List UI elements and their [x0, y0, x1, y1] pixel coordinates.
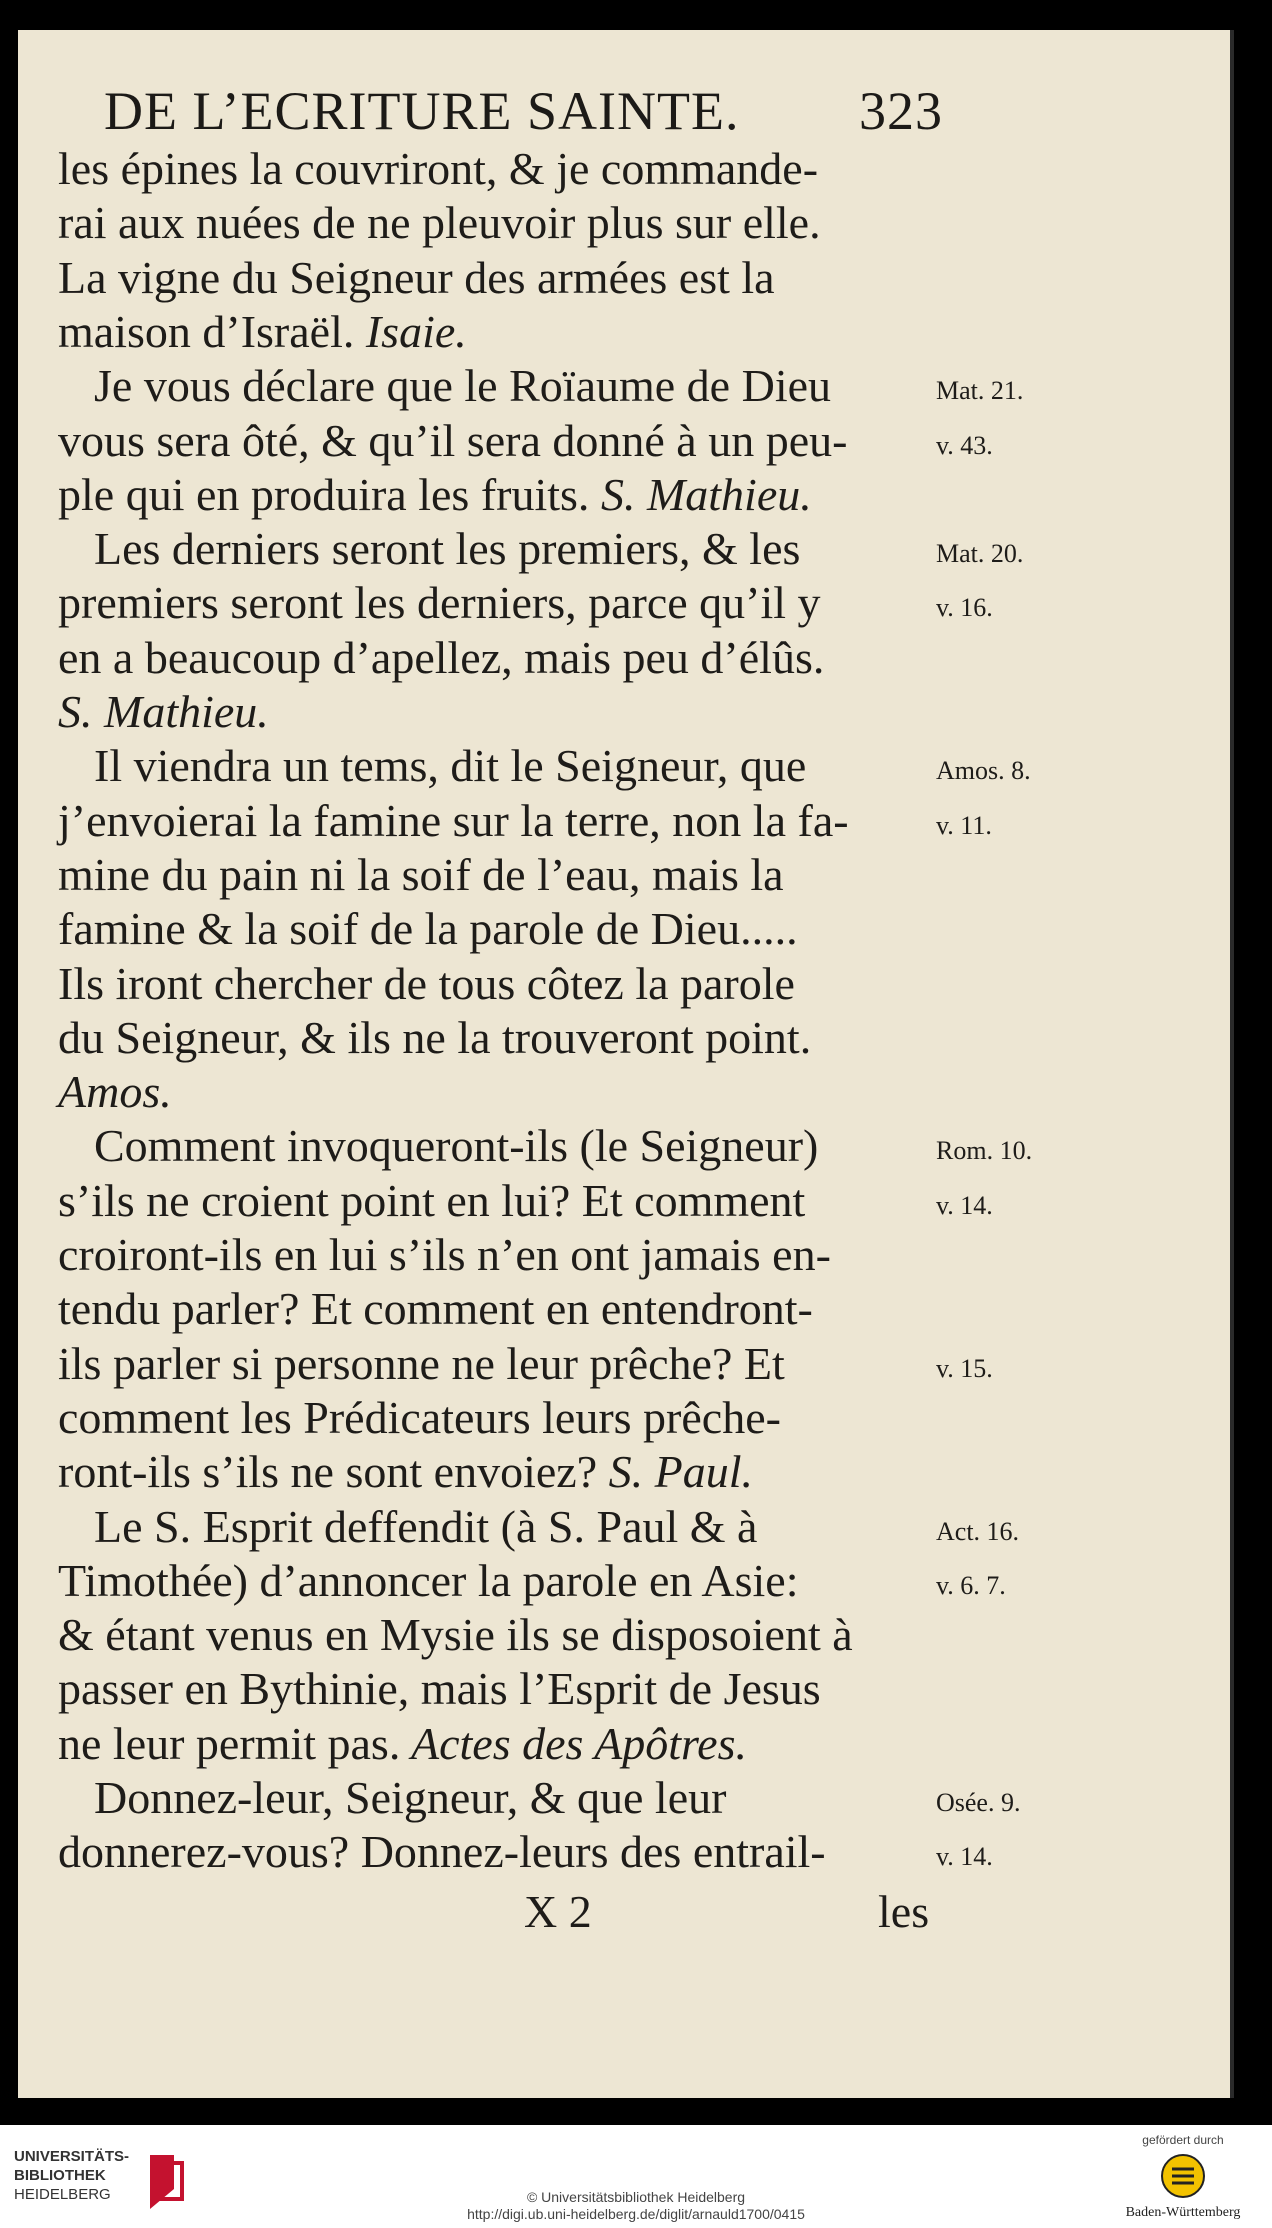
- text-line: [58, 685, 958, 739]
- line-text: & étant venus en Mysie ils se disposoient à: [58, 1609, 853, 1661]
- sponsor-name: Baden-Württemberg: [1125, 2205, 1241, 2220]
- line-text: famine & la soif de la parole de Dieu.....: [58, 903, 798, 955]
- line-text: comment les Prédicateurs leurs prêche-: [58, 1391, 781, 1443]
- copyright-notice: [0, 2189, 1272, 2223]
- sponsor-label: gefördert durch: [1142, 2133, 1224, 2147]
- line-text: croiront-ils en lui s’ils n’en ont jamais en-: [58, 1229, 831, 1280]
- text-line: [58, 631, 958, 685]
- text-line: [94, 522, 994, 576]
- viewer-footer: [0, 2125, 1272, 2228]
- text-line: [94, 1500, 994, 1554]
- text-line: [58, 251, 958, 305]
- line-text: passer en Bythinie, mais l’Esprit de Jesus: [58, 1663, 821, 1715]
- margin-reference: v. 14.: [936, 1842, 993, 1872]
- copyright-text: © Universitätsbibliothek Heidelberg: [526, 2189, 746, 2205]
- text-line: [94, 1771, 994, 1825]
- text-line: [58, 196, 958, 250]
- line-text: Timothée) d’annoncer la parole en Asie:: [58, 1554, 799, 1606]
- margin-reference: Rom. 10.: [936, 1136, 1033, 1166]
- line-text: mine du pain ni la soif de l’eau, mais la: [58, 848, 784, 900]
- library-name-line1: UNIVERSITÄTS-: [14, 2148, 130, 2165]
- line-text: premiers seront les derniers, parce qu’il y: [58, 577, 821, 629]
- margin-reference: v. 6. 7.: [936, 1570, 1006, 1600]
- text-line: [58, 1228, 958, 1282]
- catchword: les: [878, 1886, 930, 1937]
- line-text: donnerez-vous? Donnez-leurs des entrail-: [58, 1826, 826, 1878]
- library-name-line3: HEIDELBERG: [14, 2186, 111, 2203]
- line-text: s’ils ne croient point en lui? Et comment: [58, 1174, 806, 1226]
- text-line: [58, 414, 958, 468]
- line-text: Le S. Esprit deffendit (à S. Paul & à: [94, 1500, 758, 1552]
- margin-reference: v. 15.: [936, 1353, 993, 1383]
- sponsor-logo[interactable]: [1108, 2133, 1258, 2223]
- source-citation: Amos.: [58, 1066, 172, 1118]
- source-citation: Isaie.: [354, 305, 467, 357]
- margin-reference: v. 43.: [936, 430, 993, 460]
- line-text: vous sera ôté, & qu’il sera donné à un peu-: [58, 414, 848, 466]
- permalink[interactable]: http://digi.ub.uni-heidelberg.de/diglit/arnauld1700/0415: [467, 2206, 805, 2222]
- line-text: Donnez-leur, Seigneur, & que leur: [94, 1772, 727, 1823]
- line-text: rai aux nuées de ne pleuvoir plus sur elle.: [58, 197, 821, 249]
- line-text: ils parler si personne ne leur prêche? Et: [58, 1337, 785, 1389]
- text-line: [58, 1825, 958, 1879]
- line-text: en a beaucoup d’apellez, mais peu d’élûs.: [58, 631, 825, 683]
- source-citation: S. Mathieu.: [589, 468, 812, 520]
- text-line: [58, 794, 958, 848]
- margin-reference: v. 11.: [936, 810, 992, 840]
- line-text: tendu parler? Et comment en entendront-: [58, 1283, 813, 1335]
- signature-mark: X 2: [524, 1886, 592, 1937]
- line-text: Il viendra un tems, dit le Seigneur, que: [94, 740, 807, 792]
- text-line: [58, 1282, 958, 1336]
- line-text: ne leur permit pas.: [58, 1717, 401, 1769]
- library-name-line2: BIBLIOTHEK: [14, 2167, 106, 2184]
- running-title: DE L’ECRITURE SAINTE.: [104, 81, 740, 141]
- line-text: du Seigneur, & ils ne la trouveront point.: [58, 1011, 812, 1063]
- text-line: [58, 902, 958, 956]
- margin-reference: Mat. 20.: [936, 539, 1024, 569]
- text-line: [58, 576, 958, 630]
- text-line: [58, 1011, 958, 1065]
- line-text: La vigne du Seigneur des armées est la: [58, 251, 775, 303]
- margin-reference: Mat. 21.: [936, 376, 1024, 406]
- line-text: les épines la couvriront, & je commande-: [58, 143, 819, 194]
- line-text: Comment invoqueront-ils (le Seigneur): [94, 1120, 819, 1172]
- line-text: ple qui en produira les fruits.: [58, 468, 590, 520]
- text-line: [58, 1662, 958, 1716]
- source-citation: S. Mathieu.: [58, 686, 269, 737]
- page-text: [18, 30, 1230, 2098]
- source-citation: S. Paul.: [597, 1446, 753, 1498]
- text-line: [58, 1554, 958, 1608]
- margin-reference: Amos. 8.: [936, 756, 1031, 786]
- page-number: 323: [859, 81, 943, 141]
- source-citation: Actes des Apôtres.: [400, 1717, 747, 1769]
- line-text: Ils iront chercher de tous côtez la parole: [58, 957, 795, 1009]
- text-line: [58, 1445, 958, 1499]
- text-line: [58, 1391, 958, 1445]
- text-line: [58, 848, 958, 902]
- text-line: [58, 142, 958, 196]
- text-line: [94, 1119, 994, 1173]
- text-line: [94, 359, 994, 413]
- coat-of-arms-icon: [1160, 2153, 1206, 2199]
- text-line: [58, 957, 958, 1011]
- text-line: [58, 1065, 958, 1119]
- text-line: [58, 1174, 958, 1228]
- line-text: Je vous déclare que le Roïaume de Dieu: [94, 360, 832, 412]
- book-page: [18, 30, 1234, 2098]
- text-line: [58, 1337, 958, 1391]
- margin-reference: Act. 16.: [936, 1516, 1020, 1546]
- text-line: [58, 468, 958, 522]
- margin-reference: v. 16.: [936, 593, 993, 623]
- line-text: j’envoierai la famine sur la terre, non la fa-: [58, 794, 849, 846]
- line-text: maison d’Israël.: [58, 305, 355, 357]
- line-text: ront-ils s’ils ne sont envoiez?: [58, 1446, 598, 1498]
- margin-reference: v. 14.: [936, 1190, 993, 1220]
- text-line: [58, 1717, 958, 1771]
- text-line: [94, 739, 994, 793]
- line-text: Les derniers seront les premiers, & les: [94, 523, 801, 575]
- text-line: [58, 305, 958, 359]
- margin-reference: Osée. 9.: [936, 1788, 1021, 1817]
- text-line: [58, 1608, 958, 1662]
